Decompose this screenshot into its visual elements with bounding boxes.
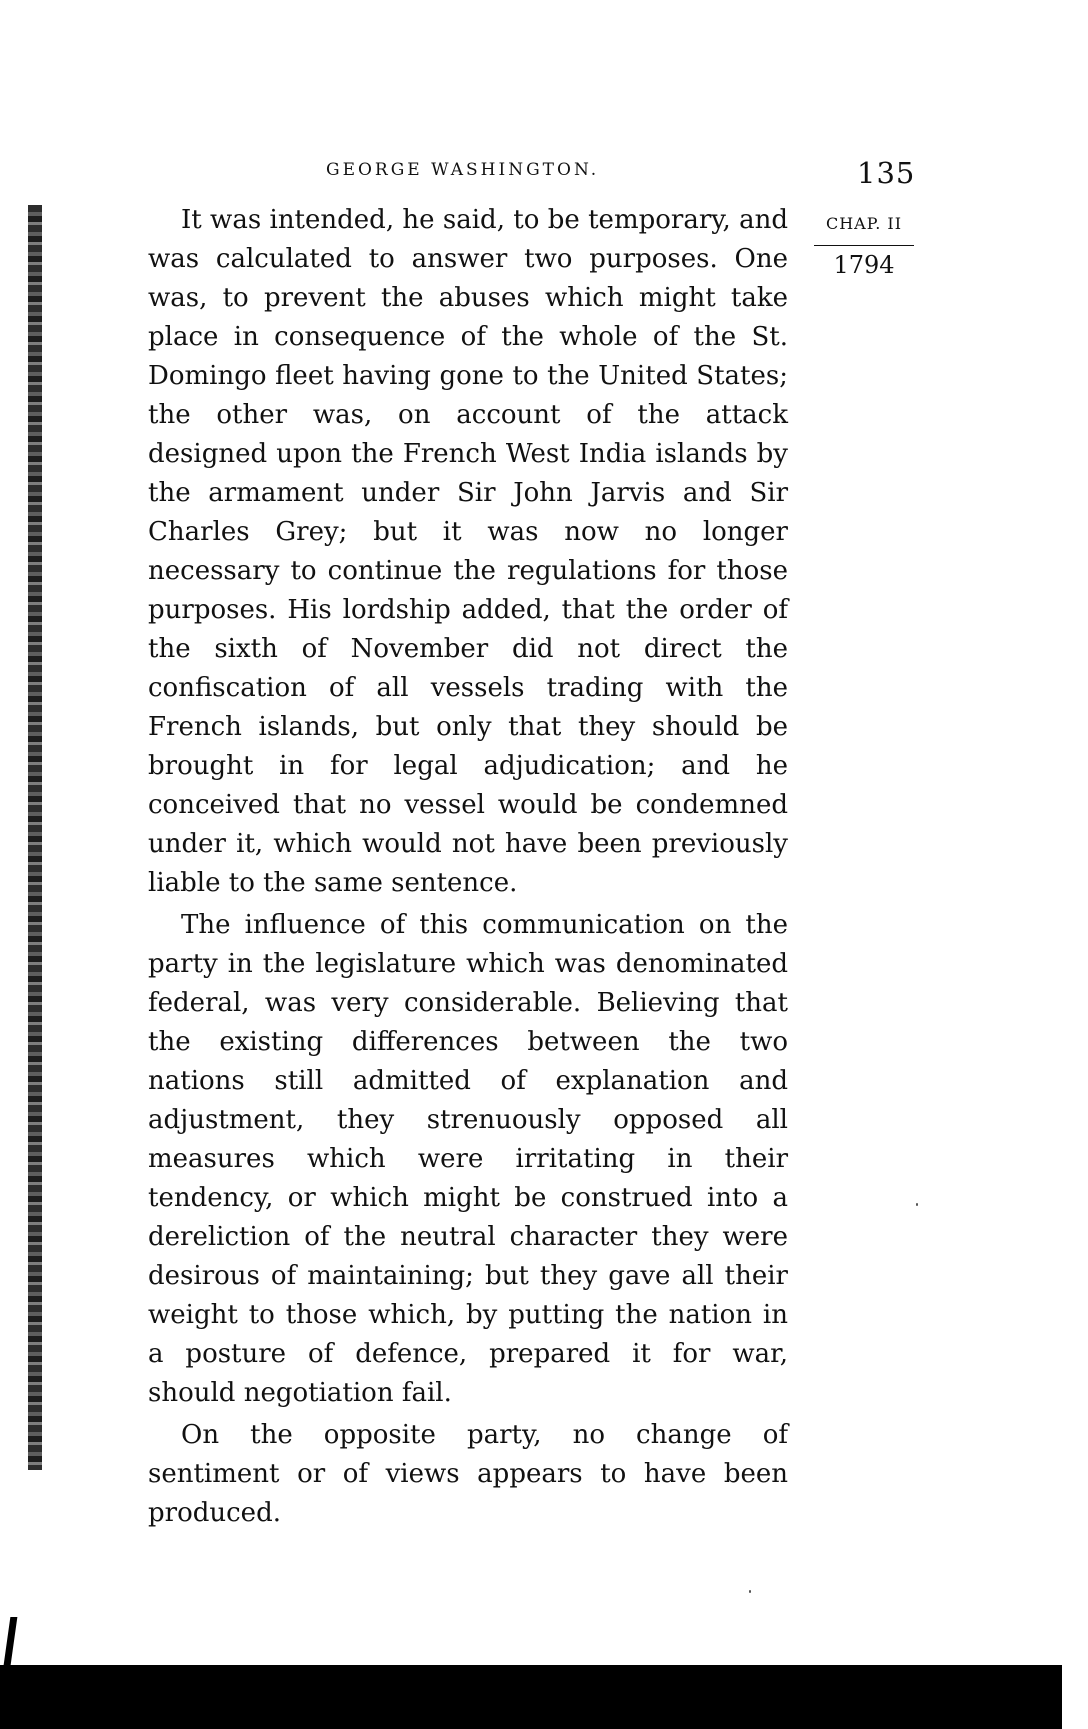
scan-bottom-border: [0, 1665, 1062, 1729]
page-number: 135: [857, 156, 916, 190]
margin-note-rule: [814, 245, 914, 246]
scanned-binding-edge: [28, 205, 42, 1470]
scan-speck: [916, 1203, 918, 1206]
year-label: 1794: [833, 251, 895, 279]
scan-speck: [749, 1590, 751, 1593]
body-paragraph-1: It was intended, he said, to be temporary, and was calculated to answer two purposes. One was, to prevent the abuses which might take place in consequence of the whole of the St. Domingo fleet having gone to the United States; the other was, on account of the attack designed upon the French West India islands by the armament under Sir John Jarvis and Sir Charles Grey; but it was now no longer necessary to continue the regulations for those purposes. His lordship added, that the order of the sixth of November did not direct the confiscation of all vessels trading with the French islands, but only that they should be brought in for legal adjudication; and he conceived that no vessel would be condemned under it, which would not have been previously liable to the same sentence.: [148, 205, 788, 898]
chapter-label: CHAP. II: [825, 214, 903, 233]
body-paragraph-2: The influence of this communication on the party in the legislature which was denominated federal, was very considerable. Believing that the existing differences between the two nations still admitted of explanation and adjustment, they strenuously opposed all measures which were irritating in their tendency, or which might be construed into a dereliction of the neutral character they were desirous of maintaining; but they gave all their weight to those which, by putting the nation in a posture of defence, prepared it for war, should negotiation fail.: [148, 910, 788, 1408]
margin-note: [818, 214, 910, 279]
running-head: GEORGE WASHINGTON.: [326, 160, 600, 180]
scan-corner-mark: [4, 1617, 18, 1665]
body-paragraph-3: On the opposite party, no change of sentiment or of views appears to have been produced.: [148, 1420, 788, 1528]
main-text-block: [148, 201, 788, 1533]
